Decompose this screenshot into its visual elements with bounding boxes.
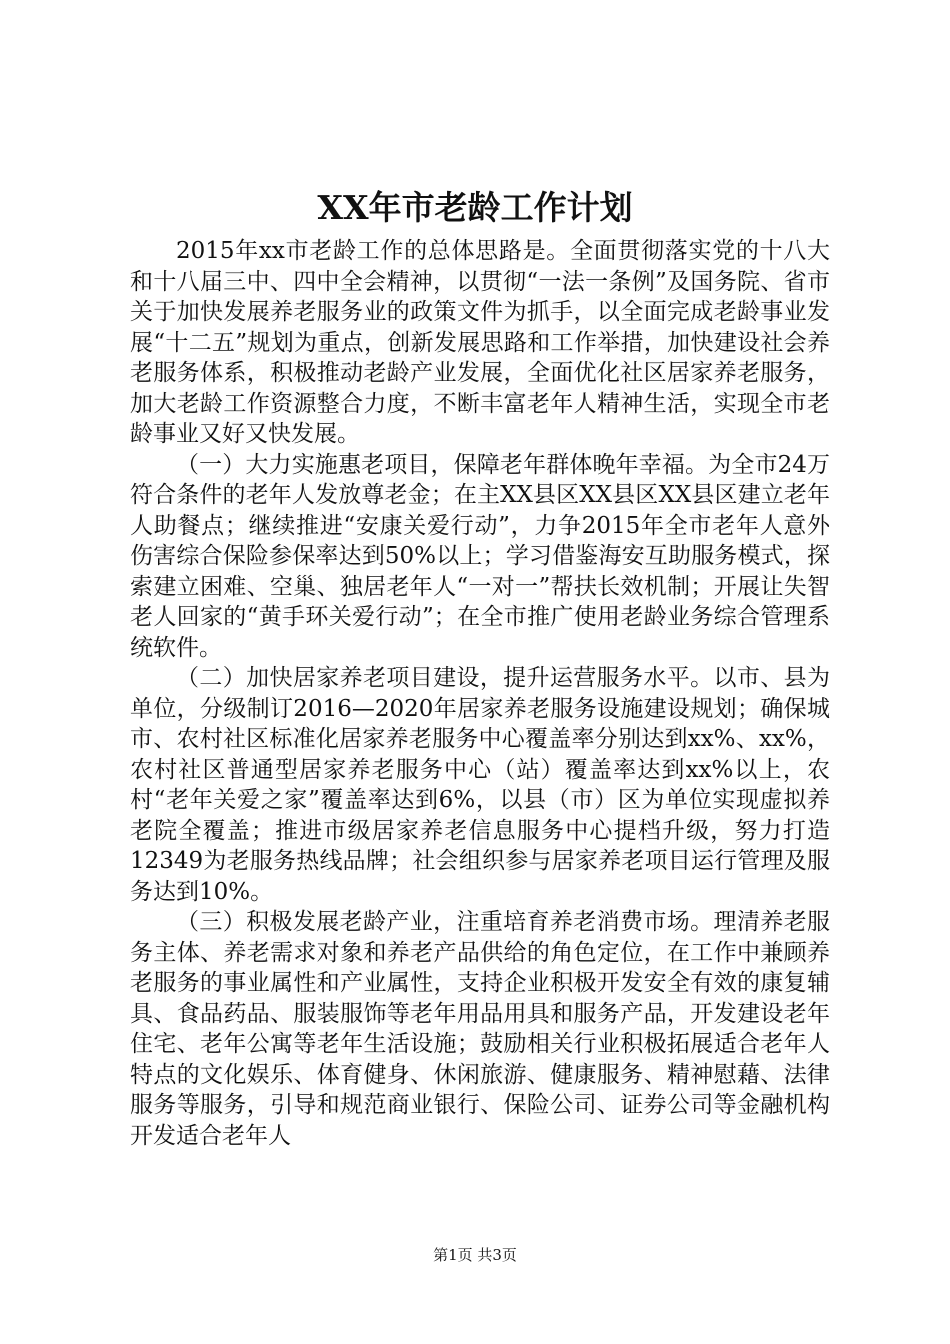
paragraph-intro: 2015年xx市老龄工作的总体思路是。全面贯彻落实党的十八大和十八届三中、四中全会精神，以贯彻“一法一条例”及国务院、省市关于加快发展养老服务业的政策文件为抓手，以全面完成老龄事业发展“十二五”规划为重点，创新发展思路和工作举措，加快建设社会养老服务体系，积极推动老龄产业发展，全面优化社区居家养老服务，加大老龄工作资源整合力度，不断丰富老年人精神生活，实现全市老龄事业又好又快发展。 bbox=[130, 238, 830, 447]
paragraph-section-2: （二）加快居家养老项目建设，提升运营服务水平。以市、县为单位，分级制订2016—2020年居家养老服务设施建设规划；确保城市、农村社区标准化居家养老服务中心覆盖率分别达到xx%、xx%，农村社区普通型居家养老服务中心（站）覆盖率达到xx%以上，农村“老年关爱之家”覆盖率达到6%，以县（市）区为单位实现虚拟养老院全覆盖；推进市级居家养老信息服务中心提档升级，努力打造12349为老服务热线品牌；社会组织参与居家养老项目运行管理及服务达到10%。 bbox=[130, 665, 830, 905]
paragraph-section-3: （三）积极发展老龄产业，注重培育养老消费市场。理清养老服务主体、养老需求对象和养老产品供给的角色定位，在工作中兼顾养老服务的事业属性和产业属性，支持企业积极开发安全有效的康复辅具、食品药品、服装服饰等老年用品用具和服务产品，开发建设老年住宅、老年公寓等老年生活设施；鼓励相关行业积极拓展适合老年人特点的文化娱乐、体育健身、休闲旅游、健康服务、精神慰藉、法律服务等服务，引导和规范商业银行、保险公司、证券公司等金融机构开发适合老年人 bbox=[130, 909, 830, 1149]
page-number-footer: 第1页 共3页 bbox=[433, 1246, 517, 1264]
paragraph-section-1: （一）大力实施惠老项目，保障老年群体晚年幸福。为全市24万符合条件的老年人发放尊老金；在主XX县区XX县区XX县区建立老年人助餐点；继续推进“安康关爱行动”，力争2015年全市老年人意外伤害综合保险参保率达到50%以上；学习借鉴海安互助服务模式，探索建立困难、空巢、独居老年人“一对一”帮扶长效机制；开展让失智老人回家的“黄手环关爱行动”；在全市推广使用老龄业务综合管理系统软件。 bbox=[130, 451, 830, 661]
document-body bbox=[130, 236, 830, 1151]
document-title: XX年市老龄工作计划 bbox=[317, 188, 633, 227]
